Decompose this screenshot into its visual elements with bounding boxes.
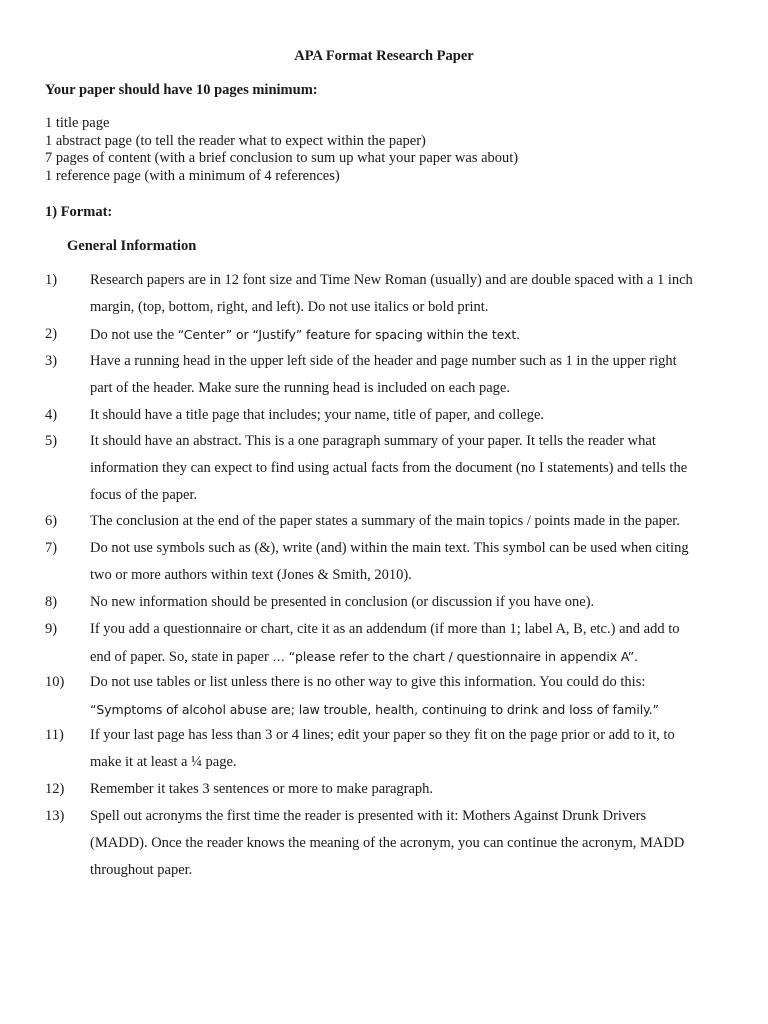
list-item-text [90, 321, 740, 349]
list-item-line [90, 643, 740, 671]
list-item-line: (MADD). Once the reader knows the meaning of the acronym, you can continue the acronym, MADD [90, 835, 685, 851]
list-item-line: part of the header. Make sure the running head is included on each page. [90, 380, 510, 396]
list-item-number: 1) [45, 272, 58, 288]
list-item-text [90, 803, 740, 884]
list-item-number: 3) [45, 353, 58, 369]
list-item-text [90, 589, 740, 616]
list-item-line: It should have an abstract. This is a one paragraph summary of your paper. It tells the reader what [90, 433, 656, 449]
list-item-line: information they can expect to find using actual facts from the document (no I statements) and tells the [90, 460, 688, 476]
list-item-line-part: end of paper. So, state in paper [90, 649, 273, 665]
list-item-text [90, 508, 740, 535]
list-item-text [90, 722, 740, 776]
list-item-number: 11) [45, 727, 64, 743]
list-item-text [90, 428, 740, 509]
list-item-number: 10) [45, 674, 65, 690]
page-list-item: 1 abstract page (to tell the reader what to expect within the paper) [45, 133, 426, 149]
subsection-heading: General Information [67, 238, 197, 254]
list-item-line-part: … “please refer to the chart / questionnaire in appendix A”. [272, 649, 639, 664]
list-item-text [90, 669, 740, 723]
list-item-line-part: “Center” or “Justify” feature for spacing within the text. [177, 327, 521, 342]
list-item-line: If your last page has less than 3 or 4 lines; edit your paper so they fit on the page prior or add to it, to [90, 727, 675, 743]
document-title: APA Format Research Paper [294, 48, 474, 64]
list-item-number: 6) [45, 513, 58, 529]
list-item-line: Research papers are in 12 font size and Time New Roman (usually) and are double spaced with a 1 inch [90, 272, 693, 288]
list-item-number: 8) [45, 594, 58, 610]
list-item-number: 12) [45, 781, 65, 797]
section-heading: 1) Format: [45, 204, 113, 220]
requirement-heading: Your paper should have 10 pages minimum: [45, 82, 318, 98]
list-item-text [90, 776, 740, 803]
list-item-line: Do not use tables or list unless there is no other way to give this information. You could do this: [90, 674, 646, 690]
list-item-line [90, 321, 740, 349]
list-item-line: No new information should be presented in conclusion (or discussion if you have one). [90, 594, 595, 610]
list-item-line: Spell out acronyms the first time the reader is presented with it: Mothers Against Drunk Drivers [90, 808, 647, 824]
list-item-text [90, 267, 740, 321]
list-item-number: 4) [45, 407, 58, 423]
list-item-text [90, 348, 740, 402]
page-list-item: 1 title page [45, 115, 110, 131]
list-item-line: Remember it takes 3 sentences or more to make paragraph. [90, 781, 434, 797]
list-item-text [90, 535, 740, 589]
list-item-line: Do not use symbols such as (&), write (and) within the main text. This symbol can be used when citing [90, 540, 689, 556]
list-item-number: 7) [45, 540, 58, 556]
list-item-line: Have a running head in the upper left side of the header and page number such as 1 in the upper right [90, 353, 677, 369]
list-item-text [90, 616, 740, 671]
list-item-line-part: Do not use the [90, 327, 178, 343]
list-item-line: The conclusion at the end of the paper states a summary of the main topics / points made in the paper. [90, 513, 680, 529]
list-item-number: 5) [45, 433, 58, 449]
list-item-number: 9) [45, 621, 58, 637]
list-item-line: two or more authors within text (Jones & Smith, 2010). [90, 567, 412, 583]
list-item-number: 2) [45, 326, 58, 342]
list-item-line: If you add a questionnaire or chart, cite it as an addendum (if more than 1; label A, B, etc.) and add to [90, 621, 680, 637]
list-item-text [90, 402, 740, 429]
list-item-line: throughout paper. [90, 862, 193, 878]
list-item-line: “Symptoms of alcohol abuse are; law trouble, health, continuing to drink and loss of family.” [90, 702, 659, 717]
list-item-line: focus of the paper. [90, 487, 198, 503]
list-item-number: 13) [45, 808, 65, 824]
page-list-item: 1 reference page (with a minimum of 4 references) [45, 168, 340, 184]
list-item-line: make it at least a ¼ page. [90, 754, 237, 770]
page-list-item: 7 pages of content (with a brief conclusion to sum up what your paper was about) [45, 150, 519, 166]
list-item-line: It should have a title page that includes; your name, title of paper, and college. [90, 407, 545, 423]
list-item-line: margin, (top, bottom, right, and left). Do not use italics or bold print. [90, 299, 489, 315]
